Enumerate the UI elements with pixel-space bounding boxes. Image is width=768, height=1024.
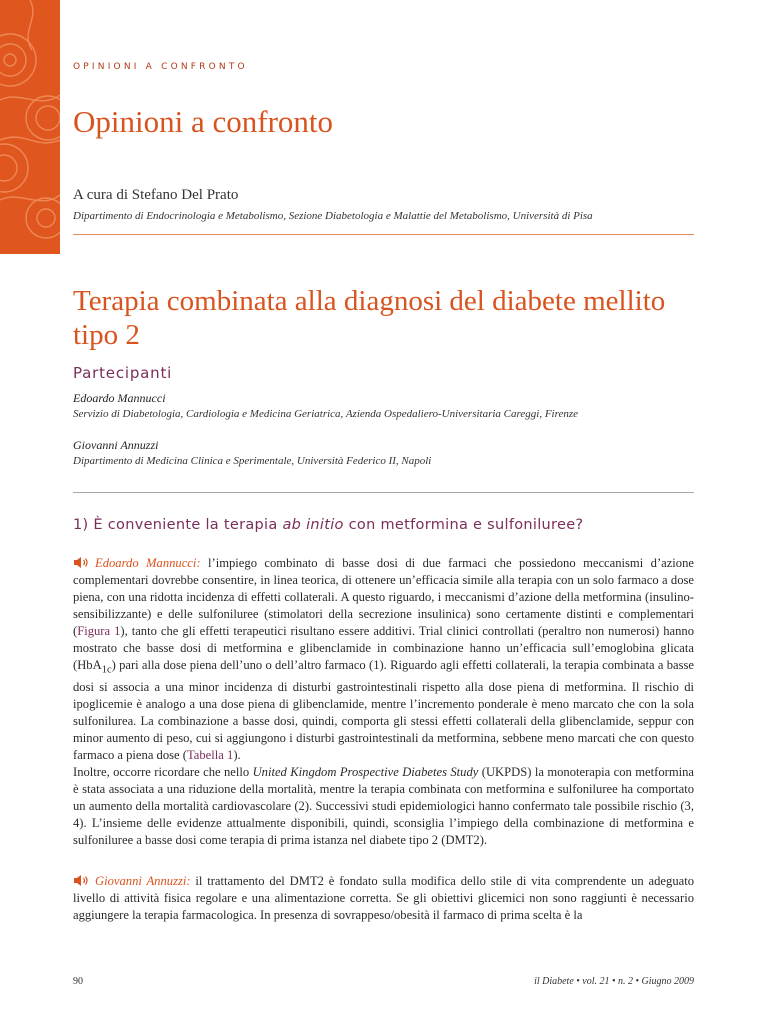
question-heading [73, 517, 583, 533]
speaker-name: Edoardo Mannucci: [95, 556, 201, 570]
answer-text: ), tanto che gli effetti terapeutici risultano essere additivi. Trial clinici controllati (peraltro non numerosi) hanno mostrato che basse dosi di metformina e glibenclamide in combinazione hanno un’efficacia sull’emoglobina glicata (HbA [73, 624, 694, 672]
question-text-end: con metformina e sulfoniluree? [348, 517, 584, 533]
answer-mannucci [73, 555, 694, 849]
question-text-italic: ab initio [282, 517, 344, 533]
participants-heading: Partecipanti [73, 364, 173, 382]
answer-text: Inoltre, occorre ricordare che nello [73, 764, 253, 779]
question-text-start: È conveniente la terapia [93, 517, 278, 533]
answer-text: (UKPDS) la monoterapia con metformina è stata associata a una riduzione della mortalità, mentre la terapia combinata con metformina e sulfoniluree ha comportato un aumento della mortalità cardiovascolare (2). Successivi studi epidemiologici hanno confermato tale possibile rischio (3, 4). L’insieme delle evidenze attualmente disponibili, quindi, sconsiglia l’impiego della combinazione di metformina e sulfoniluree a basse dosi come terapia di prima istanza nel diabete tipo 2 (DMT2). [73, 764, 695, 847]
answer-text: l’impiego combinato di basse dosi di due farmaci che possiedono meccanismi d’azione complementari dovrebbe consentire, in linea teorica, di ottenere un’efficacia simile alla terapia con un solo farmaco a dose piena, con una ridotta incidenza di effetti collaterali. A questo riguardo, i meccanismi d’azione della metformina (insulino-sensibilizzante) e delle sulfoniluree (stimolatori della secrezione insulinica) sono certamente distinti e complementari ( [73, 556, 694, 638]
answer-annuzzi [73, 873, 694, 924]
participant-mannucci [73, 391, 578, 420]
answer-paragraph [73, 764, 694, 849]
figure-reference-link[interactable]: Figura 1 [77, 624, 121, 638]
answer-text: ). [233, 747, 241, 762]
decorative-side-bar [0, 0, 60, 254]
question-number: 1) [73, 517, 89, 533]
answer-text: ) pari alla dose piena dell’uno o dell’altro farmaco (1). Riguardo agli effetti collaterali, la terapia combinata a basse dosi si associa a una minor incidenza di disturbi gastrointestinali rispetto alla dose piena di metformina. Il rischio di ipoglicemie è analogo a una dose piena di glibenclamide, mentre l’incremento ponderale è meno marcato che con la sola sulfonilurea. La combinazione a basse dosi, quindi, comporta gli stessi effetti collaterali della glibenclamide, seppur con minor aumento di peso, cui si aggiungono i disturbi gastrointestinali da metformina, sebbene meno marcati che con questo farmaco a piena dose ( [73, 658, 694, 762]
curator-line: A cura di Stefano Del Prato [73, 187, 239, 203]
study-name: United Kingdom Prospective Diabetes Study [252, 764, 479, 779]
subscript: 1c [101, 664, 112, 676]
participant-annuzzi [73, 438, 431, 467]
speaker-name: Giovanni Annuzzi: [95, 874, 191, 888]
participant-name: Edoardo Mannucci [73, 391, 166, 405]
article-title: Terapia combinata alla diagnosi del diabete mellito tipo 2 [73, 285, 666, 351]
curator-affiliation: Dipartimento di Endocrinologia e Metabolismo, Sezione Diabetologia e Malattie del Metabolismo, Università di Pisa [73, 210, 593, 222]
journal-citation: il Diabete • vol. 21 • n. 2 • Giugno 2009 [534, 976, 694, 987]
speaker-icon [73, 556, 91, 569]
speaker-icon [73, 874, 91, 887]
participant-name: Giovanni Annuzzi [73, 438, 159, 452]
page-title: Opinioni a confronto [73, 104, 334, 139]
page-number: 90 [73, 976, 83, 987]
ornament-pattern [0, 0, 60, 254]
table-reference-link[interactable]: Tabella 1 [186, 747, 234, 762]
participant-affiliation: Dipartimento di Medicina Clinica e Sperimentale, Università Federico II, Napoli [73, 455, 432, 467]
answer-paragraph [73, 555, 694, 764]
section-divider [73, 492, 694, 493]
section-tag: OPINIONI A CONFRONTO [73, 62, 248, 72]
answer-paragraph [73, 873, 694, 924]
answer-text: il trattamento del DMT2 è fondato sulla modifica dello stile di vita comprendente un adeguato livello di attività fisica regolare e una alimentazione corretta. Se gli obiettivi glicemici non sono raggiunti è necessario aggiungere la terapia farmacologica. In presenza di sovrappeso/obesità il farmaco di prima scelta è la [73, 874, 694, 922]
participant-affiliation: Servizio di Diabetologia, Cardiologia e Medicina Geriatrica, Azienda Ospedaliero-Universitaria Careggi, Firenze [73, 408, 579, 420]
header-divider [73, 234, 694, 235]
